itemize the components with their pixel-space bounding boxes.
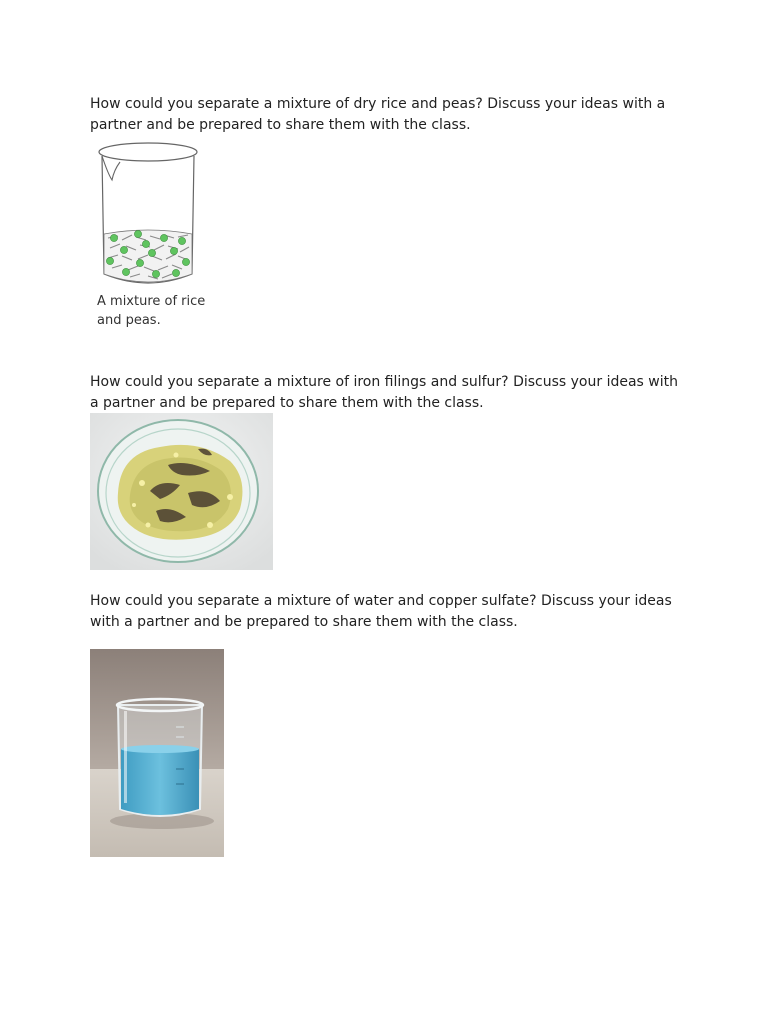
question-iron-sulfur: How could you separate a mixture of iron filings and sulfur? Discuss your ideas with a partner and be prepared to share them with the class. <box>90 374 678 411</box>
copper-sulfate-beaker-photo <box>90 649 224 857</box>
beaker-drawing <box>90 134 212 294</box>
question-rice-peas: How could you separate a mixture of dry rice and peas? Discuss your ideas with a partner and be prepared to share them with the class. <box>90 96 666 133</box>
figure-caption-line2: and peas. <box>97 313 161 328</box>
blue-beaker-drawing <box>90 649 224 857</box>
iron-sulfur-dish-photo <box>90 413 273 570</box>
question-water-copper-sulfate: How could you separate a mixture of water and copper sulfate? Discuss your ideas with a partner and be prepared to share them with the class. <box>90 593 672 630</box>
petri-dish-drawing <box>90 413 273 570</box>
rice-peas-beaker-illustration <box>90 134 212 330</box>
figure-caption-line1: A mixture of rice <box>97 294 206 309</box>
